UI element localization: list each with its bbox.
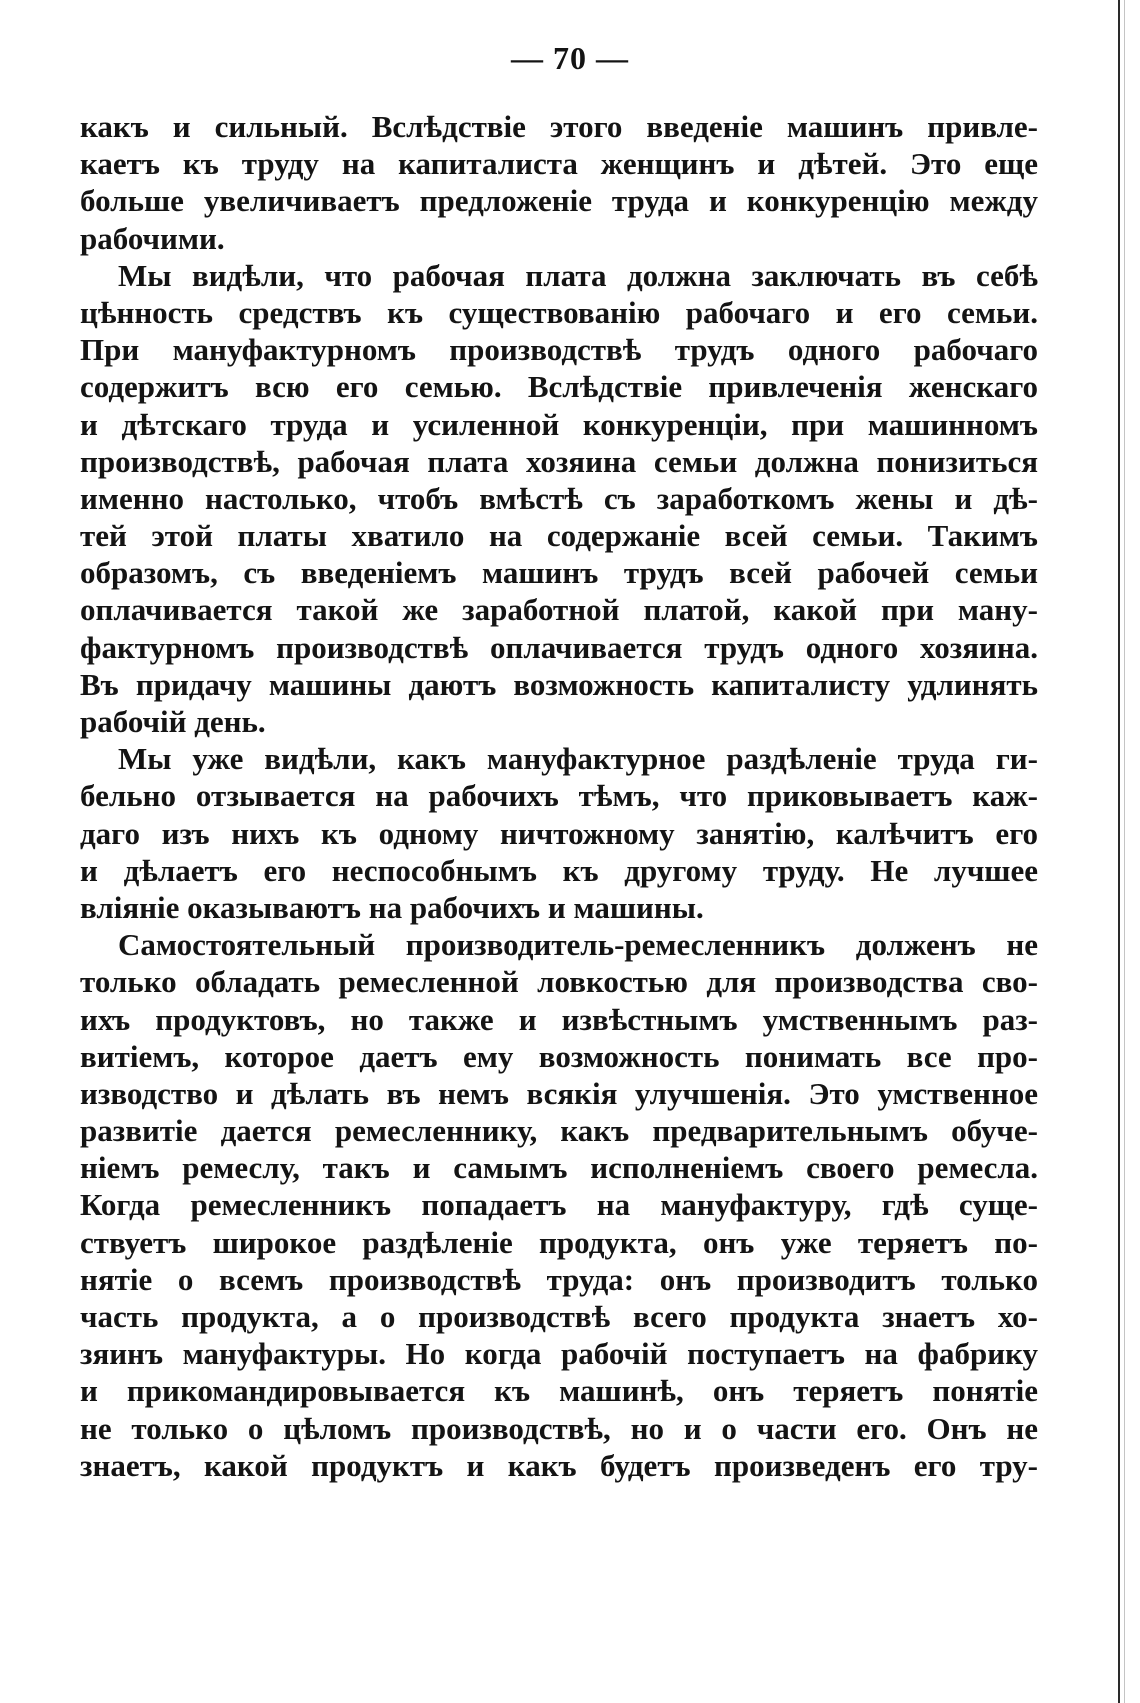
text-line: При мануфактурномъ производствѣ трудъ одного рабочаго [80,332,1038,368]
text-line: даго изъ нихъ къ одному ничтожному занятію, калѣчитъ его [80,815,1038,851]
text-line: Самостоятельный производитель-ремесленникъ долженъ не [118,927,1038,963]
text-line: и дѣтскаго труда и усиленной конкуренціи, при машинномъ [80,406,1038,442]
text-line: Въ придачу машины даютъ возможность капиталисту удлинять [80,666,1038,702]
text-line: вліяніе оказываютъ на рабочихъ и машины. [80,889,704,925]
text-line: часть продукта, а о производствѣ всего продукта знаетъ хо- [80,1299,1038,1334]
text-line: какъ и сильный. Вслѣдствіе этого введеніе машинъ привле- [80,109,1038,144]
text-line: нятіе о всемъ производствѣ труда: онъ производитъ только [80,1261,1038,1297]
text-line: ствуетъ широкое раздѣленіе продукта, онъ уже теряетъ по- [80,1224,1038,1260]
text-line: образомъ, съ введеніемъ машинъ трудъ всей рабочей семьи [80,555,1038,591]
text-line: Мы уже видѣли, какъ мануфактурное раздѣленіе труда ги- [118,741,1038,777]
page-edge-line [1118,0,1120,1703]
text-line: больше увеличиваетъ предложеніе труда и конкуренцію между [80,183,1038,219]
page-number: — 70 — [511,40,629,76]
text-line: витіемъ, которое даетъ ему возможность понимать все про- [80,1038,1038,1074]
page-edge-shadow [1124,0,1125,1703]
text-line: Мы видѣли, что рабочая плата должна заключать въ себѣ [118,257,1038,293]
text-line: цѣнность средствъ къ существованію рабочаго и его семьи. [80,294,1038,330]
text-line: бельно отзывается на рабочихъ тѣмъ, что приковываетъ каж- [80,778,1038,814]
text-line: знаетъ, какой продуктъ и какъ будетъ произведенъ его тру- [80,1447,1038,1483]
text-line: рабочій день. [80,704,266,739]
text-line: ніемъ ремеслу, такъ и самымъ исполненіемъ своего ремесла. [80,1150,1038,1186]
text-line: тей этой платы хватило на содержаніе всей семьи. Такимъ [80,518,1038,554]
body-text [80,108,1038,1484]
text-line: каетъ къ труду на капиталиста женщинъ и дѣтей. Это еще [80,146,1038,182]
text-line: именно настолько, чтобъ вмѣстѣ съ заработкомъ жены и дѣ- [80,480,1038,516]
text-line: и прикомандировывается къ машинѣ, онъ теряетъ понятіе [80,1373,1038,1409]
text-line: и дѣлаетъ его неспособнымъ къ другому труду. Не лучшее [80,852,1038,888]
text-line: производствѣ, рабочая плата хозяина семьи должна понизиться [80,443,1038,479]
text-line: изводство и дѣлать въ немъ всякія улучшенія. Это умственное [80,1075,1038,1111]
text-line: рабочими. [80,220,225,256]
text-line: развитіе дается ремесленнику, какъ предварительнымъ обуче- [80,1113,1038,1149]
text-line: ихъ продуктовъ, но также и извѣстнымъ умственнымъ раз- [80,1001,1038,1037]
text-line: зяинъ мануфактуры. Но когда рабочій поступаетъ на фабрику [80,1336,1038,1372]
text-line: только обладать ремесленной ловкостью для производства сво- [80,964,1038,1000]
text-line: оплачивается такой же заработной платой, какой при ману- [80,592,1038,628]
text-line: Когда ремесленникъ попадаетъ на мануфактуру, гдѣ суще- [80,1187,1038,1223]
text-line: не только о цѣломъ производствѣ, но и о части его. Онъ не [80,1410,1038,1446]
text-line: фактурномъ производствѣ оплачивается трудъ одного хозяина. [80,629,1038,665]
text-line: содержитъ всю его семью. Вслѣдствіе привлеченія женскаго [80,369,1038,405]
